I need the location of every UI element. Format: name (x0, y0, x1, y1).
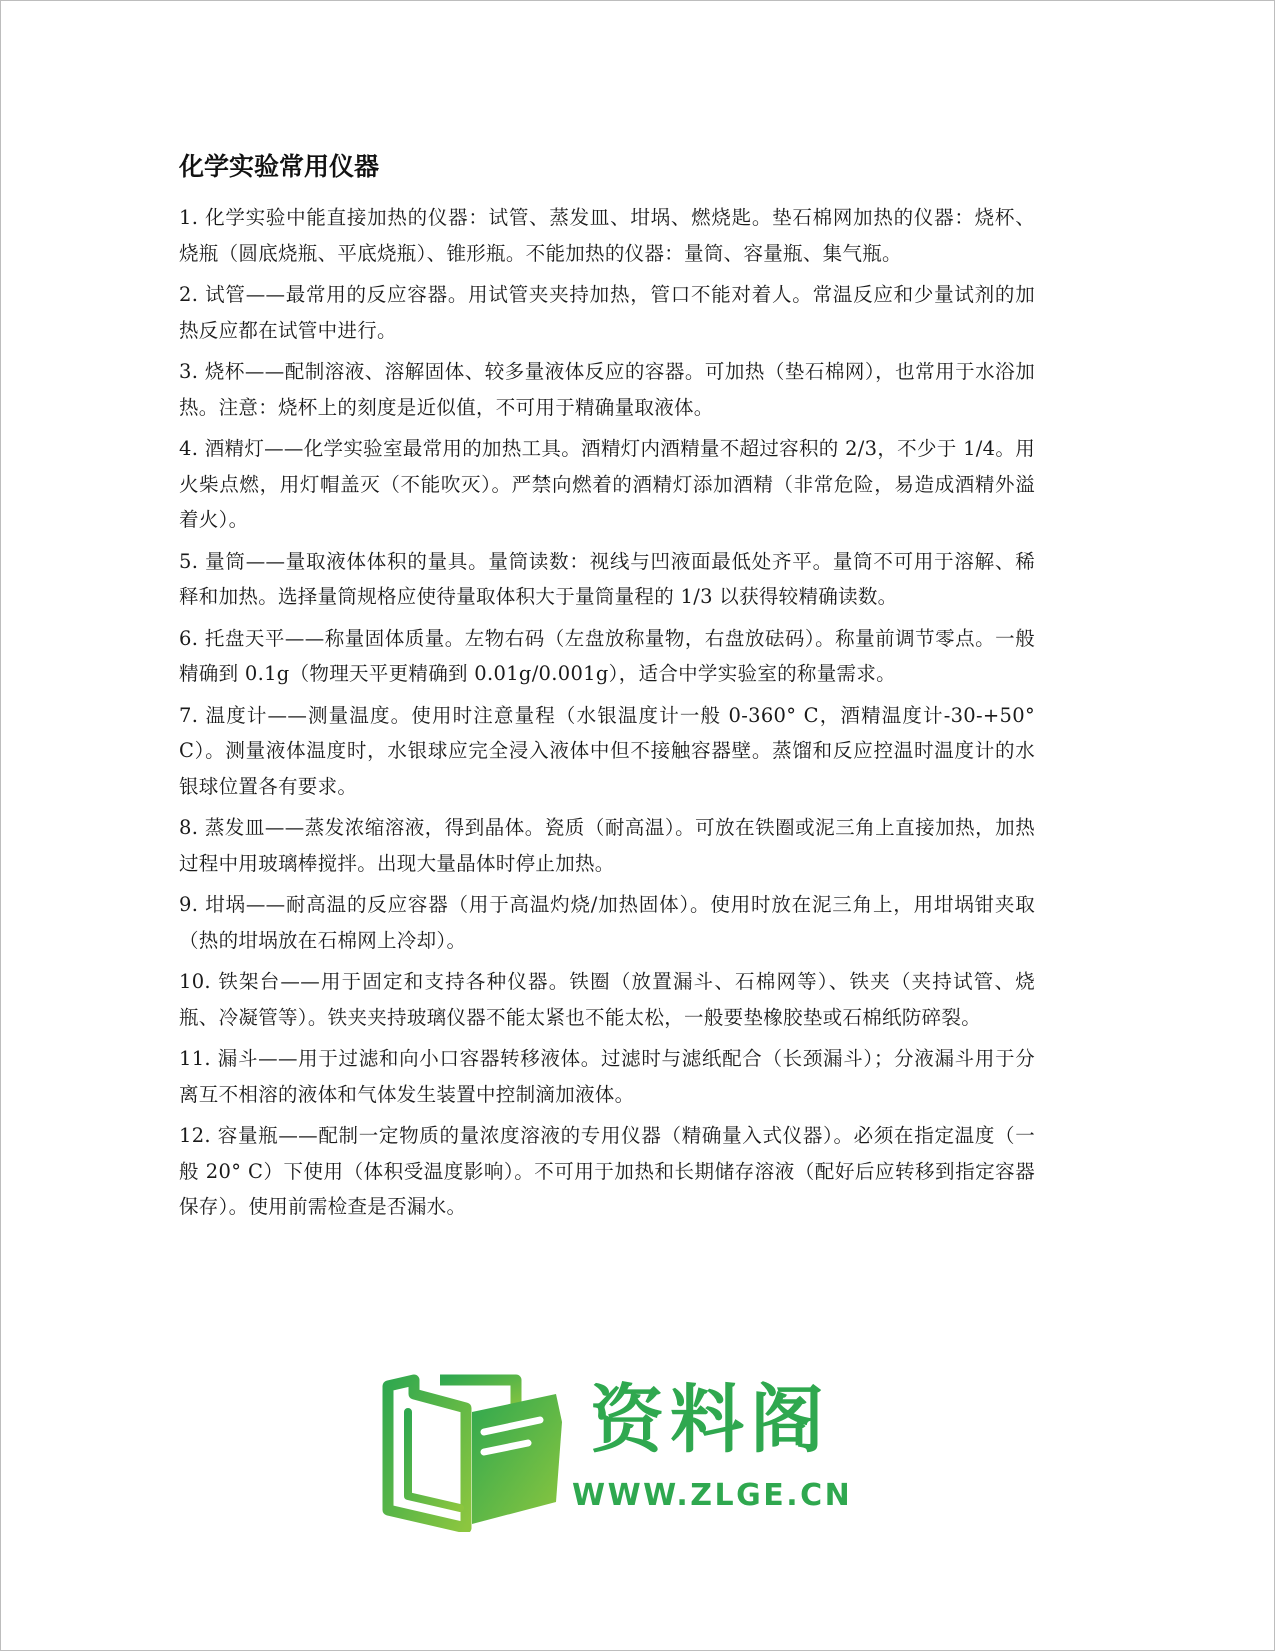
paragraph-12: 12. 容量瓶——配制一定物质的量浓度溶液的专用仪器（精确量入式仪器）。必须在指定温度（一般 20° C）下使用（体积受温度影响）。不可用于加热和长期储存溶液（配好后应转移到指定容器保存）。使用前需检查是否漏水。 (179, 1124, 1035, 1218)
paragraph-2: 2. 试管——最常用的反应容器。用试管夹夹持加热，管口不能对着人。常温反应和少量试剂的加热反应都在试管中进行。 (179, 283, 1035, 342)
site-logo (380, 1372, 853, 1532)
paragraph-11: 11. 漏斗——用于过滤和向小口容器转移液体。过滤时与滤纸配合（长颈漏斗）；分液漏斗用于分离互不相溶的液体和气体发生装置中控制滴加液体。 (179, 1047, 1035, 1106)
logo-wordmark: 资料阁 (590, 1377, 830, 1463)
paragraph-4: 4. 酒精灯——化学实验室最常用的加热工具。酒精灯内酒精量不超过容积的 2/3，不少于 1/4。用火柴点燃，用灯帽盖灭（不能吹灭）。严禁向燃着的酒精灯添加酒精（非常危险，易造成酒精外溢着火）。 (179, 437, 1035, 531)
paragraph-9: 9. 坩埚——耐高温的反应容器（用于高温灼烧/加热固体）。使用时放在泥三角上，用坩埚钳夹取（热的坩埚放在石棉网上冷却）。 (179, 893, 1035, 952)
paragraph-3: 3. 烧杯——配制溶液、溶解固体、较多量液体反应的容器。可加热（垫石棉网），也常用于水浴加热。注意：烧杯上的刻度是近似值，不可用于精确量取液体。 (179, 360, 1035, 419)
document-title: 化学实验常用仪器 (179, 152, 380, 181)
logo-url: WWW.ZLGE.CN (572, 1478, 853, 1513)
paragraph-10: 10. 铁架台——用于固定和支持各种仪器。铁圈（放置漏斗、石棉网等）、铁夹（夹持试管、烧瓶、冷凝管等）。铁夹夹持玻璃仪器不能太紧也不能太松，一般要垫橡胶垫或石棉纸防碎裂。 (179, 970, 1035, 1029)
open-book-icon (380, 1372, 570, 1532)
paragraph-8: 8. 蒸发皿——蒸发浓缩溶液，得到晶体。瓷质（耐高温）。可放在铁圈或泥三角上直接加热，加热过程中用玻璃棒搅拌。出现大量晶体时停止加热。 (179, 816, 1035, 875)
paragraph-1: 1. 化学实验中能直接加热的仪器：试管、蒸发皿、坩埚、燃烧匙。垫石棉网加热的仪器：烧杯、烧瓶（圆底烧瓶、平底烧瓶）、锥形瓶。不能加热的仪器：量筒、容量瓶、集气瓶。 (179, 206, 1035, 265)
paragraph-6: 6. 托盘天平——称量固体质量。左物右码（左盘放称量物，右盘放砝码）。称量前调节零点。一般精确到 0.1g（物理天平更精确到 0.01g/0.001g），适合中学实验室的称量需求。 (179, 626, 1035, 685)
paragraph-7: 7. 温度计——测量温度。使用时注意量程（水银温度计一般 0-360° C，酒精温度计-30-+50° C）。测量液体温度时，水银球应完全浸入液体中但不接触容器壁。蒸馏和反应控温时温度计的水银球位置各有要求。 (179, 703, 1035, 798)
paragraph-5: 5. 量筒——量取液体体积的量具。量筒读数：视线与凹液面最低处齐平。量筒不可用于溶解、稀释和加热。选择量筒规格应使待量取体积大于量筒量程的 1/3 以获得较精确读数。 (179, 549, 1035, 608)
document-body (179, 150, 1035, 1231)
